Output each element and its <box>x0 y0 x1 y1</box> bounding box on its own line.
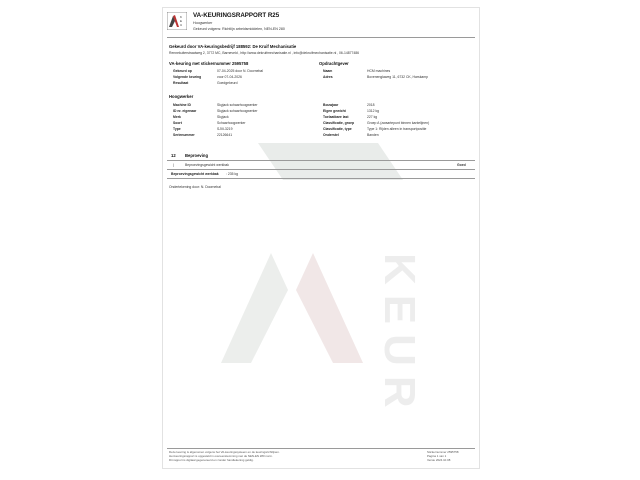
field-label: Merk <box>173 115 181 119</box>
field-value: Skyjack <box>217 115 229 119</box>
field-value: SJIII-3219 <box>217 127 233 131</box>
footer-page: Pagina 1 van 1 <box>427 454 447 458</box>
watermark-top-band <box>258 143 403 180</box>
footer-sticker: Stickernummer 2595758 <box>427 450 459 454</box>
field-label: Soort <box>173 121 182 125</box>
test-divider-mid <box>167 169 475 170</box>
field-label: Adres <box>323 75 333 79</box>
test-item-label: Beproevingsgewicht werkbak <box>185 163 229 167</box>
footer-note-2: Het keuringsrapport is opgesteld in overeenstemming met de NEN-EN 280 norm. <box>169 454 273 458</box>
field-value: Skyjack schaarhoogwerker <box>217 109 258 113</box>
client-address-row <box>323 75 428 79</box>
chassis-row <box>323 133 379 137</box>
field-label: Eigen gewicht <box>323 109 346 113</box>
field-label: Type <box>173 127 181 131</box>
footer-note-1: Deze keuring is afgenomen volgens het VA-keuringssysteem en de keuringsrichtlijnen. <box>169 450 280 454</box>
header-divider <box>167 37 475 38</box>
machine-id-row <box>173 103 258 107</box>
field-value: HCM machines <box>367 69 391 73</box>
load-row <box>323 115 377 119</box>
report-title: VA-KEURINGSRAPPORT R25 <box>193 12 280 19</box>
test-divider-bottom <box>167 178 475 179</box>
field-value: Skyjack schaarhoogwerker <box>217 103 258 107</box>
field-label: Machine ID <box>173 103 191 107</box>
test-heading: Beproeving <box>185 153 209 158</box>
svg-text:K: K <box>180 15 183 19</box>
report-sheet <box>162 7 480 469</box>
field-value: Goedgekeurd <box>217 81 238 85</box>
type-row <box>173 127 232 131</box>
test-divider-top <box>167 160 475 161</box>
watermark-right-arm <box>296 253 363 363</box>
field-label: Serienummer <box>173 133 195 137</box>
test-item-prefix: | <box>173 163 174 167</box>
class-type-row <box>323 127 426 131</box>
company-address: Rennekuiterstraatweg 2, 3772 MC, Barneveld , http://www.dekruifmechanisatie.nl , info@dekruifmechanisatie.nl , 06-14877486 <box>169 51 360 55</box>
field-value: voor 07-04-2026 <box>217 75 242 79</box>
svg-text:U: U <box>180 23 183 27</box>
client-heading: Opdrachtgever <box>319 61 349 66</box>
inspection-date-row <box>173 69 263 73</box>
svg-text:E: E <box>180 19 183 23</box>
kind-row <box>173 121 245 125</box>
field-value: 07-04-2025 door N. Doornebal <box>217 69 263 73</box>
field-label: Naam <box>323 69 333 73</box>
field-value: 22126641 <box>217 133 233 137</box>
field-label: Classificatie, groep <box>323 121 355 125</box>
test-detail-label: Beproevingsgewicht werkbak <box>171 172 219 176</box>
watermark-text: KEUR <box>375 253 424 418</box>
test-number: 12 <box>171 153 176 158</box>
field-value: 2018 <box>367 103 375 107</box>
watermark-left-arm <box>221 253 288 363</box>
client-name-row <box>323 69 390 73</box>
field-label: Classificatie, type <box>323 127 352 131</box>
signature-line: Ondertekening door: N. Doornebal <box>169 185 221 189</box>
field-label: Volgende keuring <box>173 75 202 79</box>
test-detail-value: : 235 kg <box>226 172 239 176</box>
field-label: Resultaat <box>173 81 189 85</box>
class-group-row <box>323 121 429 125</box>
va-keur-logo <box>167 12 187 30</box>
machine-heading: Hoogwerker <box>169 94 194 99</box>
field-value: Schaarhoogwerker <box>217 121 246 125</box>
field-value: 1312 kg <box>367 109 380 113</box>
weight-row <box>323 109 379 113</box>
field-value: Bovenenglaweg 11, 6732 CK, Harskamp <box>367 75 429 79</box>
field-label: Bouwjaar <box>323 103 339 107</box>
next-inspection-row <box>173 75 242 79</box>
company-line: Gekeurd door VA-keuringsbedrijf 188592: De Kruif Mechanisatie <box>169 44 297 49</box>
inspection-heading: VA-keuring met stickernummer 2595758 <box>169 61 249 66</box>
year-row <box>323 103 375 107</box>
report-norms: Gekeurd volgens: Richtlijn arbeidsmiddelen, NEN-EN 280 <box>193 27 285 31</box>
field-value: Banden <box>367 133 379 137</box>
serial-row <box>173 133 232 137</box>
field-label: Toelaatbare last <box>323 115 349 119</box>
field-value: 227 kg <box>367 115 378 119</box>
field-value: Type 1: Rijden alleen in transportpositie <box>367 127 427 131</box>
footer-note-3: Dit rapport is digitaal gegenereerd en zonder handtekening geldig. <box>169 458 254 462</box>
footer-divider <box>167 448 475 449</box>
report-category: Hoogwerker <box>193 21 213 25</box>
result-row <box>173 81 238 85</box>
field-label: Onderstel <box>323 133 339 137</box>
field-value: Groep A (zwaartepunt binnen kantelijnen) <box>367 121 430 125</box>
owner-id-row <box>173 109 258 113</box>
field-label: Gekeurd op <box>173 69 192 73</box>
field-label: ID nr. eigenaar <box>173 109 197 113</box>
test-item-result: Goed <box>457 163 466 167</box>
footer-version: Versie 2024.10.08 <box>427 458 451 462</box>
brand-row <box>173 115 229 119</box>
